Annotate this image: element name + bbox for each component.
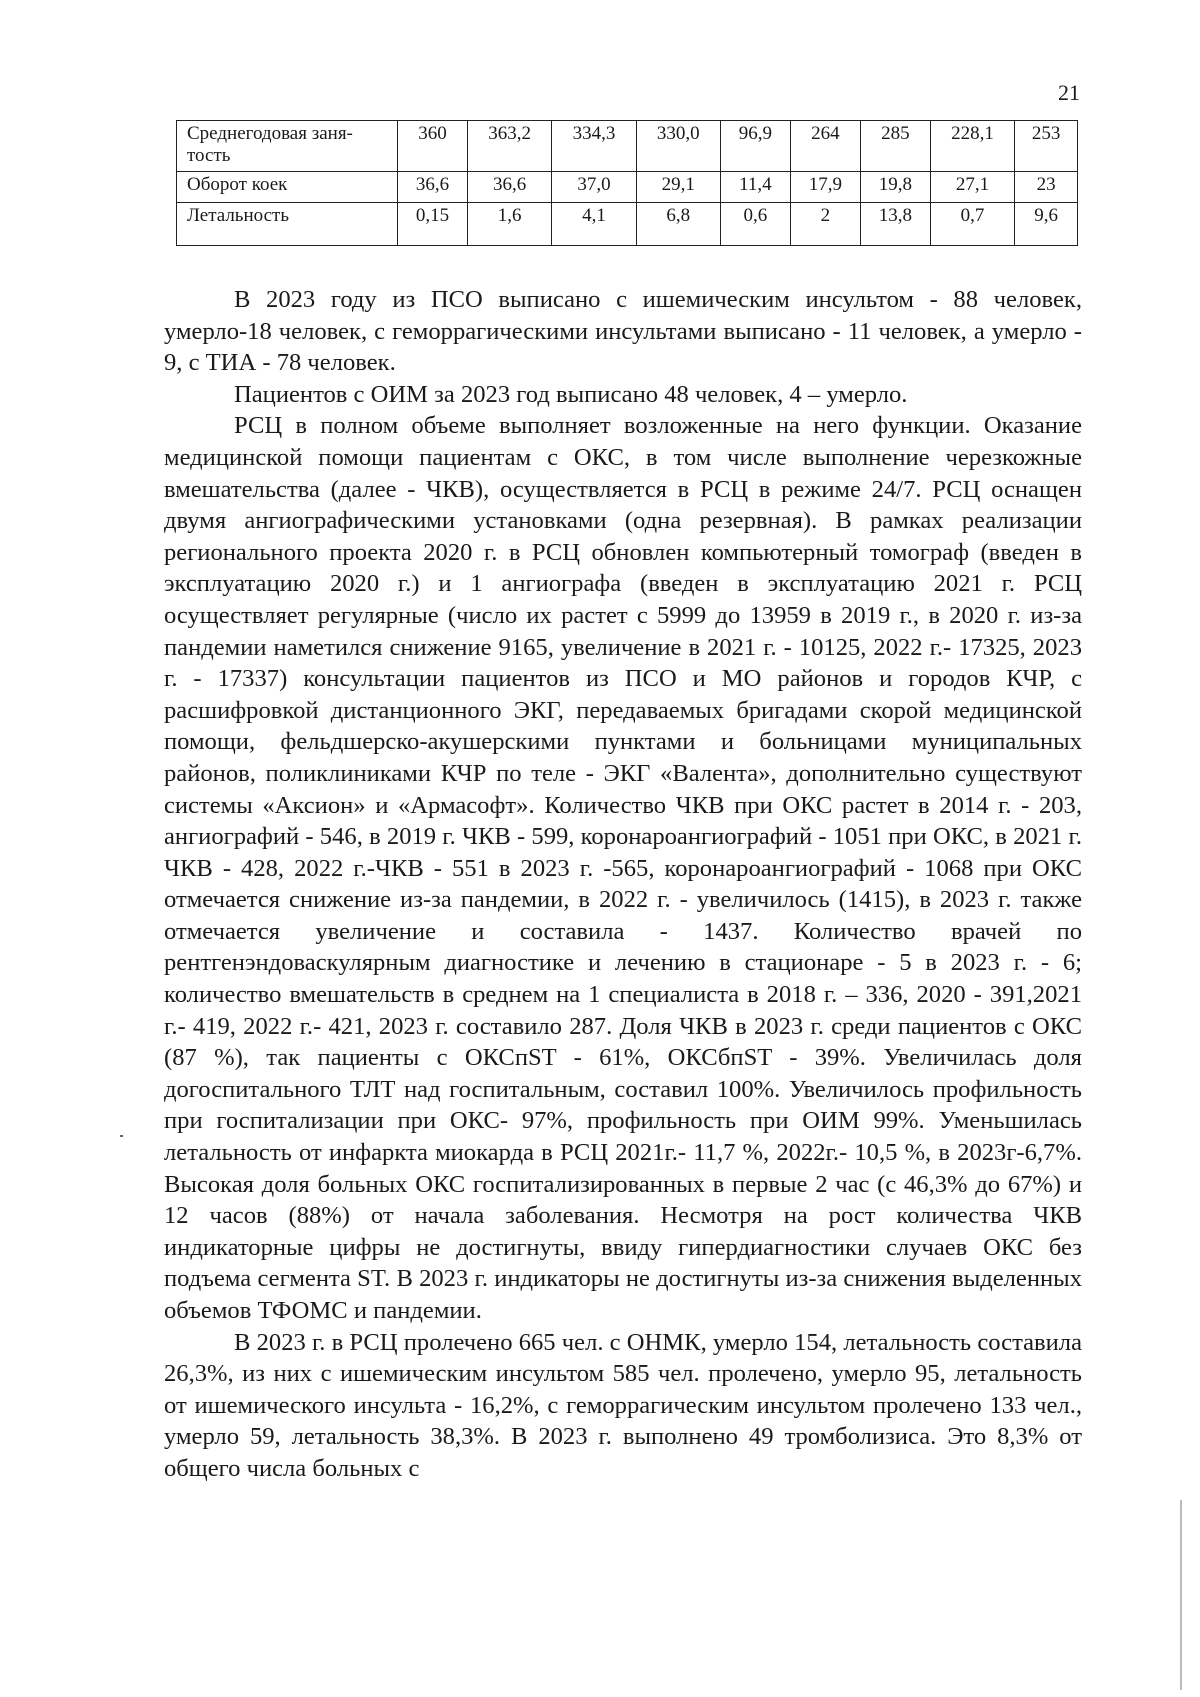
- table-cell: 360: [398, 121, 468, 172]
- table-cell: 4,1: [552, 203, 636, 246]
- table-cell: 9,6: [1015, 203, 1078, 246]
- table-cell: 27,1: [930, 172, 1014, 203]
- table-cell: 17,9: [790, 172, 860, 203]
- table-cell: 23: [1015, 172, 1078, 203]
- table-cell: 363,2: [467, 121, 551, 172]
- paragraph: В 2023 г. в РСЦ пролечено 665 чел. с ОНМК, умерло 154, летальность составила 26,3%, из них с ишемическим инсультом 585 чел. пролечено, умерло 95, летальность от ишемического инсульта - 16,2%, с геморрагическим инсультом пролечено 133 чел., умерло 59, летальность 38,3%. В 2023 г. выполнено 49 тромболизиса. Это 8,3% от общего числа больных с: [164, 1328, 1082, 1482]
- table-cell: 1,6: [467, 203, 551, 246]
- table-cell: 0,15: [398, 203, 468, 246]
- table-cell: 96,9: [720, 121, 790, 172]
- scan-speck: [120, 1135, 123, 1137]
- table-cell: 285: [860, 121, 930, 172]
- table-cell: 2: [790, 203, 860, 246]
- table-cell: 253: [1015, 121, 1078, 172]
- row-label: Оборот коек: [177, 172, 398, 203]
- table-row: [177, 203, 1078, 246]
- table-cell: 0,6: [720, 203, 790, 246]
- table-cell: 330,0: [636, 121, 720, 172]
- table-cell: 264: [790, 121, 860, 172]
- table-cell: 228,1: [930, 121, 1014, 172]
- table-cell: 11,4: [720, 172, 790, 203]
- table-cell: 19,8: [860, 172, 930, 203]
- scan-edge: [1180, 1500, 1182, 1690]
- row-label: Среднегодовая заня-тость: [177, 121, 398, 172]
- statistics-table: [176, 120, 1078, 246]
- table-cell: 13,8: [860, 203, 930, 246]
- paragraph: Пациентов с ОИМ за 2023 год выписано 48 человек, 4 – умерло.: [234, 380, 908, 408]
- table-row: [177, 172, 1078, 203]
- table-cell: 334,3: [552, 121, 636, 172]
- table-row: [177, 121, 1078, 172]
- table-cell: 36,6: [467, 172, 551, 203]
- table-cell: 6,8: [636, 203, 720, 246]
- row-label: Летальность: [177, 203, 398, 246]
- table-cell: 0,7: [930, 203, 1014, 246]
- table-cell: 37,0: [552, 172, 636, 203]
- body-text: [164, 284, 1082, 1485]
- table-cell: 29,1: [636, 172, 720, 203]
- table-cell: 36,6: [398, 172, 468, 203]
- paragraph: В 2023 году из ПСО выписано с ишемическим инсультом - 88 человек, умерло-18 человек, с геморрагическими инсультами выписано - 11 человек, а умерло - 9, с ТИА - 78 человек.: [164, 286, 1082, 377]
- paragraph: РСЦ в полном объеме выполняет возложенные на него функции. Оказание медицинской помощи пациентам с ОКС, в том числе выполнение черезкожные вмешательства (далее - ЧКВ), осуществляется в РСЦ в режиме 24/7. РСЦ оснащен двумя ангиографическими установками (одна резервная). В рамках реализации регионального проекта 2020 г. в РСЦ обновлен компьютерный томограф (введен в эксплуатацию 2020 г.) и 1 ангиографа (введен в эксплуатацию 2021 г. РСЦ осуществляет регулярные (число их растет с 5999 до 13959 в 2019 г., в 2020 г. из-за пандемии наметился снижение 9165, увеличение в 2021 г. - 10125, 2022 г.- 17325, 2023 г. - 17337) консультации пациентов из ПСО и МО районов и городов КЧР, с расшифровкой дистанционного ЭКГ, передаваемых бригадами скорой медицинской помощи, фельдшерско-акушерскими пунктами и больницами муниципальных районов, поликлиниками КЧР по теле - ЭКГ «Валента», дополнительно существуют системы «Аксион» и «Армасофт». Количество ЧКВ при ОКС растет в 2014 г. - 203, ангиографий - 546, в 2019 г. ЧКВ - 599, коронароангиографий - 1051 при ОКС, в 2021 г. ЧКВ - 428, 2022 г.-ЧКВ - 551 в 2023 г. -565, коронароангиографий - 1068 при ОКС отмечается снижение из-за пандемии, в 2022 г. - увеличилось (1415), в 2023 г. также отмечается увеличение и составила - 1437. Количество врачей по рентгенэндоваскулярным диагностике и лечению в стационаре - 5 в 2023 г. - 6; количество вмешательств в среднем на 1 специалиста в 2018 г. – 336, 2020 - 391,2021 г.- 419, 2022 г.- 421, 2023 г. составило 287. Доля ЧКВ в 2023 г. среди пациентов с ОКС (87 %), так пациенты с ОКСпST - 61%, ОКСбпST - 39%. Увеличилась доля догоспитального ТЛТ над госпитальным, составил 100%. Увеличилось профильность при госпитализации при ОКС- 97%, профильность при ОИМ 99%. Уменьшилась летальность от инфаркта миокарда в РСЦ 2021г.- 11,7 %, 2022г.- 10,5 %, в 2023г-6,7%. Высокая доля больных ОКС госпитализированных в первые 2 час (с 46,3% до 67%) и 12 часов (88%) от начала заболевания. Несмотря на рост количества ЧКВ индикаторные цифры не достигнуты, ввиду гипердиагностики случаев ОКС без подъема сегмента ST. В 2023 г. индикаторы не достигнуты из-за снижения выделенных объемов ТФОМС и пандемии.: [164, 412, 1082, 1324]
- page-number: 21: [1058, 80, 1080, 105]
